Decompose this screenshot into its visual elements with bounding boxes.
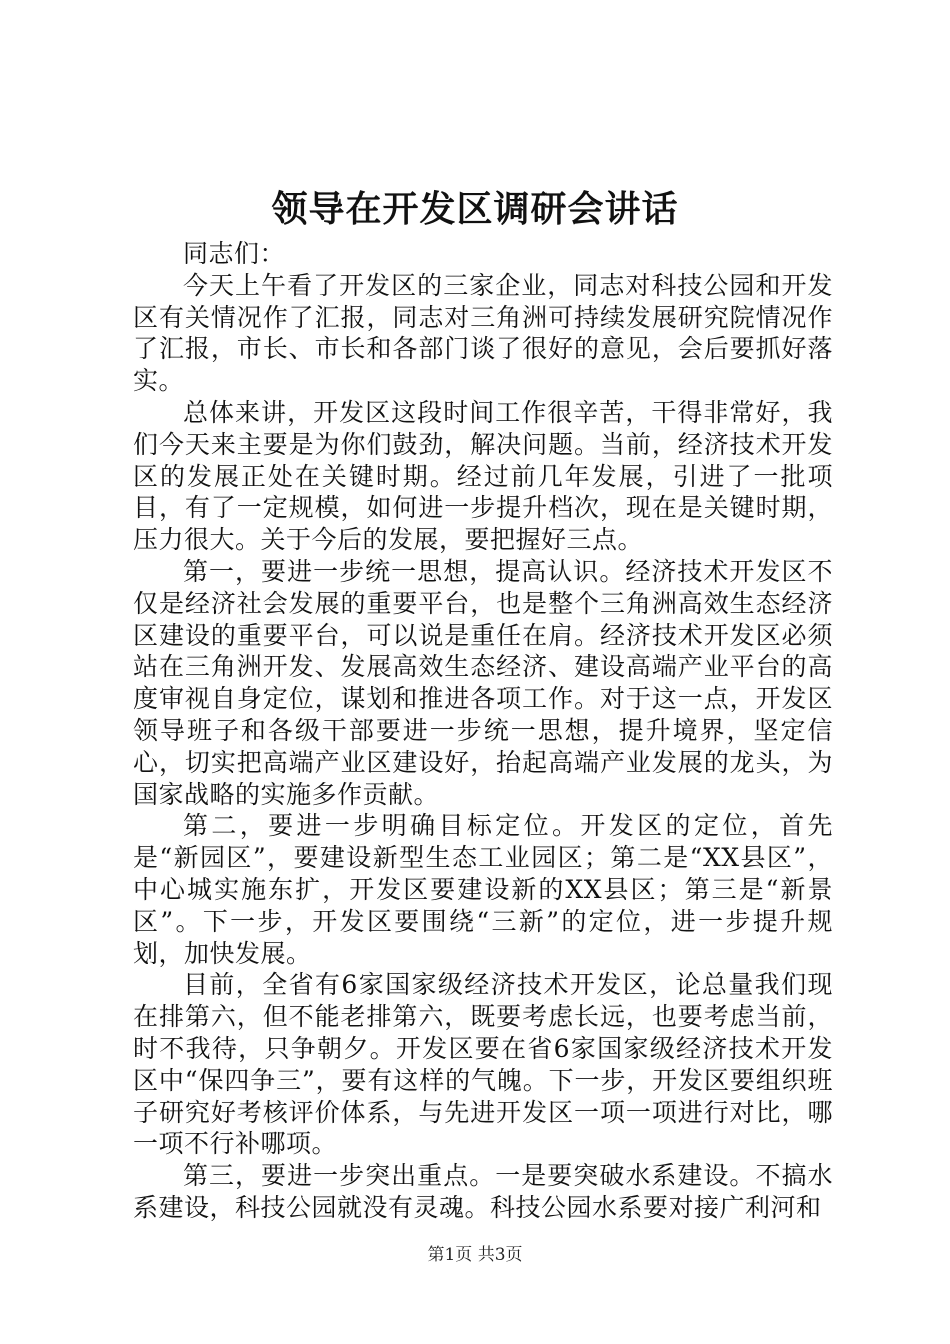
paragraph-2: 总体来讲，开发区这段时间工作很辛苦，干得非常好，我们今天来主要是为你们鼓劲，解决问题。当前，经济技术开发区的发展正处在关键时期。经过前几年发展，引进了一批项目，有了一定规模，如何进一步提升档次，现在是关键时期，压力很大。关于今后的发展，要把握好三点。 [133, 397, 833, 555]
document-title: 领导在开发区调研会讲话 [271, 188, 679, 230]
paragraph-1: 今天上午看了开发区的三家企业，同志对科技公园和开发区有关情况作了汇报，同志对三角洲可持续发展研究院情况作了汇报，市长、市长和各部门谈了很好的意见，会后要抓好落实。 [133, 270, 833, 396]
paragraph-salutation: 同志们： [183, 239, 286, 268]
paragraph-6: 第三，要进一步突出重点。一是要突破水系建设。不搞水系建设，科技公园就没有灵魂。科技公园水系要对接广利河和 [133, 1161, 833, 1222]
document-body [133, 238, 833, 1224]
page-footer: 第1页 共3页 [427, 1245, 523, 1265]
paragraph-3: 第一，要进一步统一思想，提高认识。经济技术开发区不仅是经济社会发展的重要平台，也是整个三角洲高效生态经济区建设的重要平台，可以说是重任在肩。经济技术开发区必须站在三角洲开发、发展高效生态经济、建设高端产业平台的高度审视自身定位，谋划和推进各项工作。对于这一点，开发区领导班子和各级干部要进一步统一思想，提升境界，坚定信心，切实把高端产业区建设好，抬起高端产业发展的龙头，为国家战略的实施多作贡献。 [133, 556, 833, 809]
paragraph-4: 第二，要进一步明确目标定位。开发区的定位，首先是“新园区”，要建设新型生态工业园区；第二是“XX县区”，中心城实施东扩，开发区要建设新的XX县区；第三是“新景区”。下一步，开发区要围绕“三新”的定位，进一步提升规划，加快发展。 [133, 811, 833, 968]
paragraph-5: 目前，全省有6家国家级经济技术开发区，论总量我们现在排第六，但不能老排第六，既要考虑长远，也要考虑当前，时不我待，只争朝夕。开发区要在省6家国家级经济技术开发区中“保四争三”，要有这样的气魄。下一步，开发区要组织班子研究好考核评价体系，与先进开发区一项一项进行对比，哪一项不行补哪项。 [133, 970, 833, 1159]
